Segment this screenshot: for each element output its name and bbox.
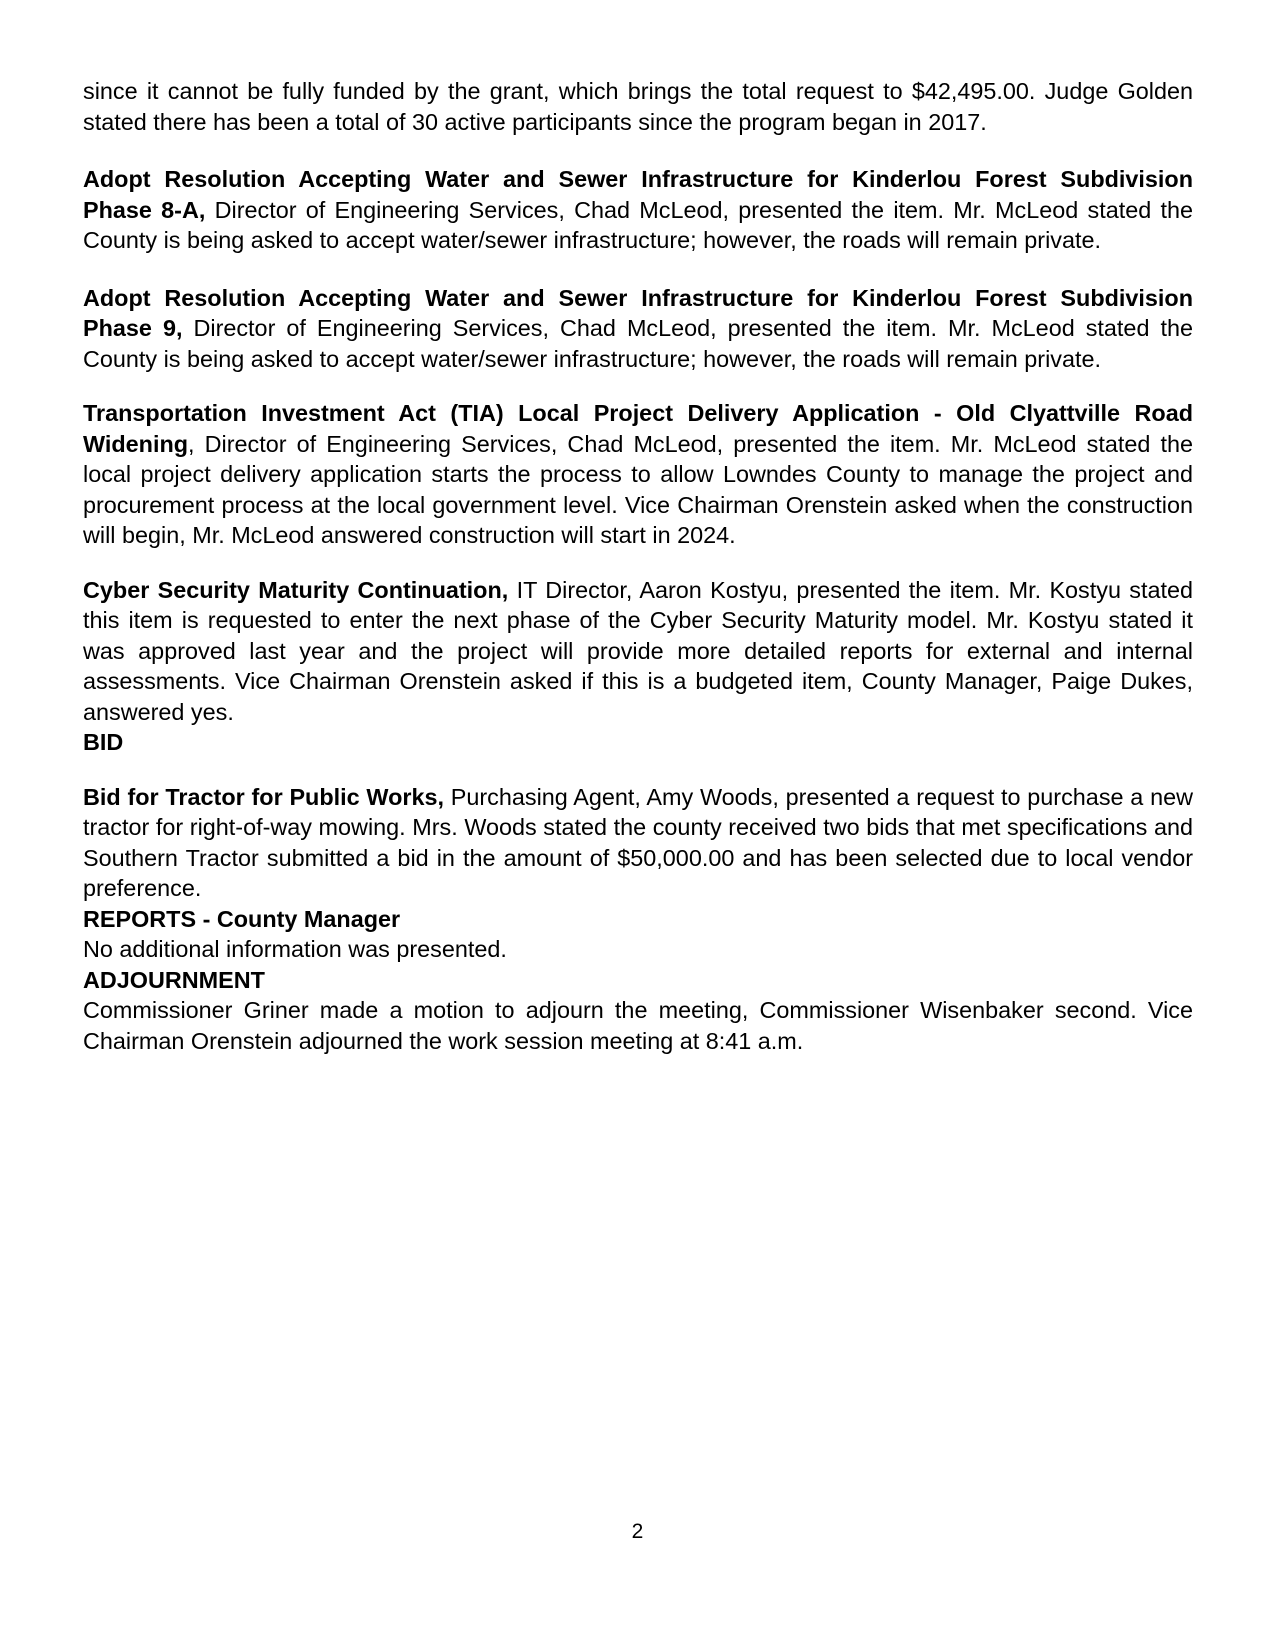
paragraph-text: Director of Engineering Services, Chad McLeod, presented the item. Mr. McLeod stated the County is being asked to accept water/sewer infrastructure; however, the roads will remain private. xyxy=(83,196,1193,253)
item-title: Bid for Tractor for Public Works, xyxy=(83,783,444,810)
paragraph-cyber-security xyxy=(83,575,1193,728)
section-heading-adjournment: ADJOURNMENT xyxy=(83,966,265,993)
page-number: 2 xyxy=(631,1520,644,1543)
paragraph-kinderlou-phase-9 xyxy=(83,283,1193,375)
paragraph-grant-continuation xyxy=(83,76,1193,137)
document-body xyxy=(83,76,1193,1056)
paragraph-text: Purchasing Agent, Amy Woods, presented a request to purchase a new tractor for right-of-way mowing. Mrs. Woods stated the county received two bids that met specifications and Southern Tractor submitted a bid in the amount of $50,000.00 and has been selected due to local vendor preference. xyxy=(83,783,1193,901)
paragraph-text: Director of Engineering Services, Chad McLeod, presented the item. Mr. McLeod stated the County is being asked to accept water/sewer infrastructure; however, the roads will remain private. xyxy=(83,315,1193,372)
paragraph-text: , Director of Engineering Services, Chad McLeod, presented the item. Mr. McLeod stated the local project delivery application starts the process to allow Lowndes County to manage the project and procurement process at the local government level. Vice Chairman Orenstein asked when the construction will begin, Mr. McLeod answered construction will start in 2024. xyxy=(83,430,1193,548)
section-heading-reports: REPORTS - County Manager xyxy=(83,905,401,932)
item-title: Transportation Investment Act (TIA) Local Project Delivery Application - Old Clyattville Road Widening xyxy=(83,400,1193,457)
item-title: Adopt Resolution Accepting Water and Sewer Infrastructure for Kinderlou Forest Subdivision Phase 8-A, xyxy=(83,166,1193,223)
item-title: Cyber Security Maturity Continuation, xyxy=(83,576,509,603)
paragraph-text: IT Director, Aaron Kostyu, presented the item. Mr. Kostyu stated this item is requested to enter the next phase of the Cyber Security Maturity model. Mr. Kostyu stated it was approved last year and the project will provide more detailed reports for external and internal assessments. Vice Chairman Orenstein asked if this is a budgeted item, County Manager, Paige Dukes, answered yes. xyxy=(83,576,1193,725)
paragraph-adjournment: Commissioner Griner made a motion to adjourn the meeting, Commissioner Wisenbaker second. Vice Chairman Orenstein adjourned the work session meeting at 8:41 a.m. xyxy=(83,997,1193,1054)
paragraph-bid-tractor xyxy=(83,782,1193,904)
section-heading-bid: BID xyxy=(83,729,124,755)
paragraph-reports: No additional information was presented. xyxy=(83,936,507,962)
item-title: Adopt Resolution Accepting Water and Sewer Infrastructure for Kinderlou Forest Subdivision Phase 9, xyxy=(83,284,1193,341)
paragraph-kinderlou-phase-8a xyxy=(83,164,1193,256)
paragraph-tia-application xyxy=(83,398,1193,551)
paragraph-text: since it cannot be fully funded by the grant, which brings the total request to $42,495.00. Judge Golden stated there has been a total of 30 active participants since the program began in 2017. xyxy=(83,78,1193,135)
